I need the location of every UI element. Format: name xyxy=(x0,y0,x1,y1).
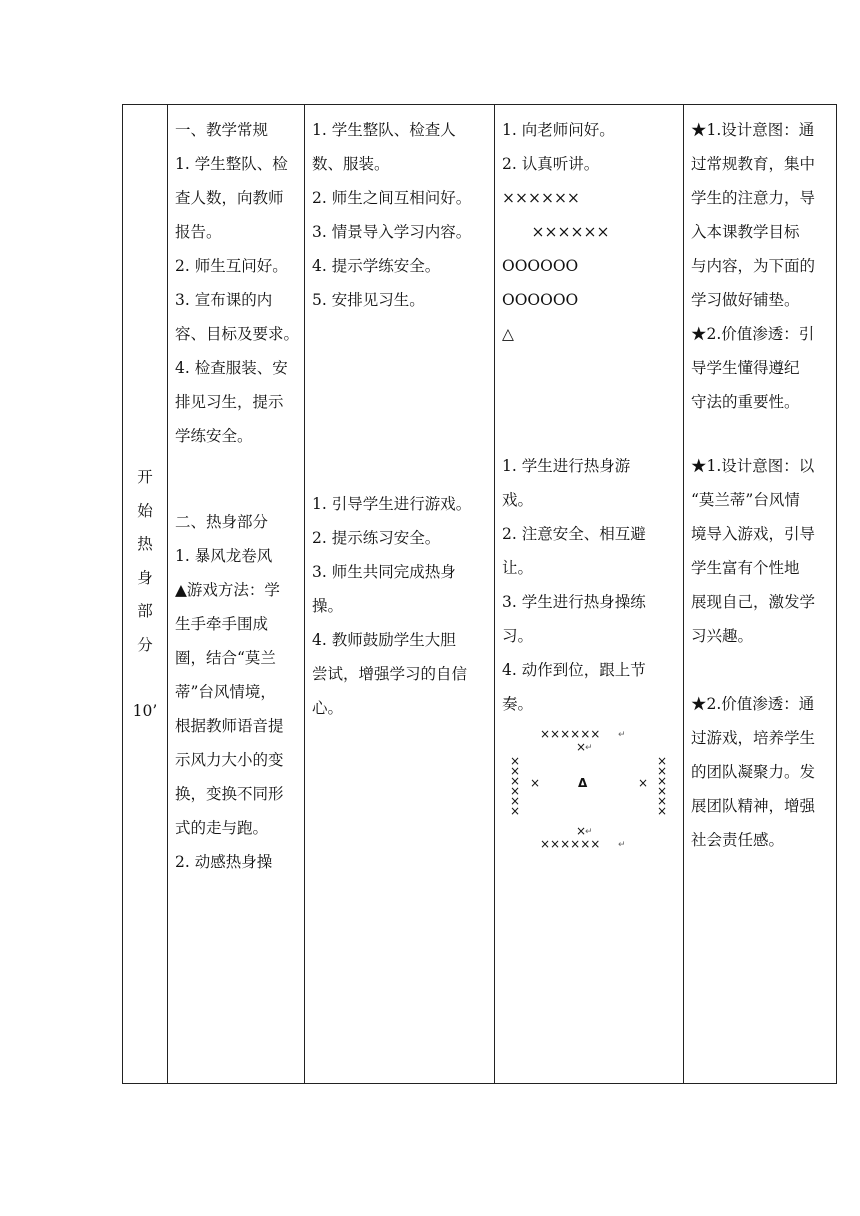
content-line: 报告。 xyxy=(175,223,222,241)
teacher-line: 4. 提示学练安全。 xyxy=(312,257,441,275)
diagram-right-col: × xyxy=(657,754,668,768)
student-line: 3. 学生进行热身操练 xyxy=(502,593,646,611)
spacer xyxy=(691,419,831,449)
intent-line: 社会责任感。 xyxy=(691,831,785,849)
intent-line: 过常规教育，集中 xyxy=(691,155,816,173)
student-line: 习。 xyxy=(502,627,534,645)
content-line: 生手牵手围成 xyxy=(175,615,269,633)
teacher-line: 4. 教师鼓励学生大胆 xyxy=(312,631,456,649)
student-line: 1. 向老师问好。 xyxy=(502,121,615,139)
formation-row: ×××××× xyxy=(502,223,610,241)
diagram-left-col: × xyxy=(510,794,521,808)
diagram-right-col: × xyxy=(657,794,668,808)
intent-line xyxy=(691,653,831,687)
formation-row: OOOOOO xyxy=(502,257,579,275)
diagram-left-col: × xyxy=(510,784,521,798)
stage-cell xyxy=(123,105,168,1084)
return-mark: ↵ xyxy=(585,827,593,837)
intent-line: 习兴趣。 xyxy=(691,627,754,645)
diagram-bottom-row: ×××××× xyxy=(540,837,601,851)
intent-line: ★1.设计意图：通 xyxy=(691,121,815,139)
student-line: 让。 xyxy=(502,559,534,577)
content-line: 1. 暴风龙卷风 xyxy=(175,547,273,565)
diagram-left-single: × xyxy=(530,776,541,790)
student-line: 奏。 xyxy=(502,695,534,713)
stage-char: 部 xyxy=(137,602,153,620)
spacer xyxy=(502,351,678,449)
diagram-right-col: × xyxy=(657,804,668,818)
stage-char: 始 xyxy=(137,501,153,520)
content-line: 圈，结合“莫兰 xyxy=(175,649,276,667)
content-line: 2. 师生互问好。 xyxy=(175,257,288,275)
teacher-cell xyxy=(305,105,495,1084)
intent-line: 与内容，为下面的 xyxy=(691,257,816,275)
formation-row: OOOOOO xyxy=(502,291,579,309)
diagram-right-col: × xyxy=(657,764,668,778)
teacher-line: 3. 师生共同完成热身 xyxy=(312,563,456,581)
return-mark: ↵ xyxy=(618,730,626,740)
diagram-single: × xyxy=(576,824,587,838)
teacher-line: 5. 安排见习生。 xyxy=(312,291,425,309)
diagram-top-row: ×××××× xyxy=(540,727,601,741)
teacher-triangle-icon: Δ xyxy=(578,776,588,790)
content-line: 容、目标及要求。 xyxy=(175,325,300,343)
content-line: 二、热身部分 xyxy=(175,513,269,531)
content-line: 1. 学生整队、检 xyxy=(175,155,288,173)
teacher-line: 2. 师生之间互相问好。 xyxy=(312,189,472,207)
student-cell xyxy=(495,105,684,1084)
teacher-line: 数、服装。 xyxy=(312,155,390,173)
teacher-line: 操。 xyxy=(312,597,344,615)
stage-char: 分 xyxy=(137,635,153,654)
student-line: 4. 动作到位，跟上节 xyxy=(502,661,646,679)
content-line: 一、教学常规 xyxy=(175,121,269,139)
student-line: 2. 认真听讲。 xyxy=(502,155,600,173)
content-line: 3. 宣布课的内 xyxy=(175,291,273,309)
intent-line: 的团队凝聚力。发 xyxy=(691,763,816,781)
spacer xyxy=(175,453,299,505)
teacher-line: 2. 提示练习安全。 xyxy=(312,529,441,547)
teacher-line: 心。 xyxy=(312,699,344,717)
diagram-right-single: × xyxy=(638,776,649,790)
teacher-line: 3. 情景导入学习内容。 xyxy=(312,223,472,241)
intent-line: ★2.价值渗透：引 xyxy=(691,325,815,343)
teacher-line: 尝试，增强学习的自信 xyxy=(312,665,468,683)
return-mark: ↵ xyxy=(585,743,593,753)
stage-char: 身 xyxy=(137,568,153,587)
intent-line: “莫兰蒂”台风情 xyxy=(691,491,800,509)
intent-line: 学生富有个性地 xyxy=(691,559,800,577)
intent-cell xyxy=(684,105,837,1084)
lesson-plan-table xyxy=(122,104,837,1084)
diagram-single: × xyxy=(576,740,587,754)
content-cell xyxy=(168,105,305,1084)
content-line: 蒂”台风情境， xyxy=(175,683,276,701)
teacher-line: 1. 学生整队、检查人 xyxy=(312,121,456,139)
student-line: 1. 学生进行热身游 xyxy=(502,457,631,475)
content-line: 学练安全。 xyxy=(175,427,253,445)
content-line: 示风力大小的变 xyxy=(175,751,284,769)
student-line: 戏。 xyxy=(502,491,534,509)
intent-line: 展现自己，激发学 xyxy=(691,593,816,611)
diagram-left-col: × xyxy=(510,774,521,788)
content-line: 4. 检查服装、安 xyxy=(175,359,288,377)
diagram-left-col: × xyxy=(510,804,521,818)
content-line: 排见习生，提示 xyxy=(175,393,284,411)
intent-line: 守法的重要性。 xyxy=(691,393,800,411)
diagram-left-col: × xyxy=(510,754,521,768)
content-line: 根据教师语音提 xyxy=(175,717,284,735)
content-line: 2. 动感热身操 xyxy=(175,853,273,871)
intent-line: ★2.价值渗透：通 xyxy=(691,695,815,713)
intent-line: 入本课教学目标 xyxy=(691,223,800,241)
stage-duration: 10’ xyxy=(132,702,158,720)
table-row xyxy=(123,105,837,1084)
content-line: ▲游戏方法：学 xyxy=(175,581,280,599)
content-line: 换，变换不同形 xyxy=(175,785,284,803)
formation-diagram xyxy=(510,729,680,859)
intent-line: 学习做好铺垫。 xyxy=(691,291,800,309)
spacer xyxy=(312,317,489,487)
teacher-line: 1. 引导学生进行游戏。 xyxy=(312,495,472,513)
formation-row: ×××××× xyxy=(502,189,580,207)
intent-line: 导学生懂得遵纪 xyxy=(691,359,800,377)
diagram-left-col: × xyxy=(510,764,521,778)
stage-char: 热 xyxy=(137,535,153,553)
spacer xyxy=(123,662,167,695)
teacher-position-mark: △ xyxy=(502,325,514,343)
content-line: 式的走与跑。 xyxy=(175,819,269,837)
student-line: 2. 注意安全、相互避 xyxy=(502,525,646,543)
content-line: 查人数，向教师 xyxy=(175,189,284,207)
intent-line: 学生的注意力，导 xyxy=(691,189,816,207)
intent-line: 境导入游戏，引导 xyxy=(691,525,816,543)
intent-line: 过游戏，培养学生 xyxy=(691,729,816,747)
intent-line: ★1.设计意图：以 xyxy=(691,457,815,475)
intent-line: 展团队精神，增强 xyxy=(691,797,816,815)
stage-char: 开 xyxy=(137,468,153,486)
diagram-right-col: × xyxy=(657,784,668,798)
diagram-right-col: × xyxy=(657,774,668,788)
return-mark: ↵ xyxy=(618,840,626,850)
